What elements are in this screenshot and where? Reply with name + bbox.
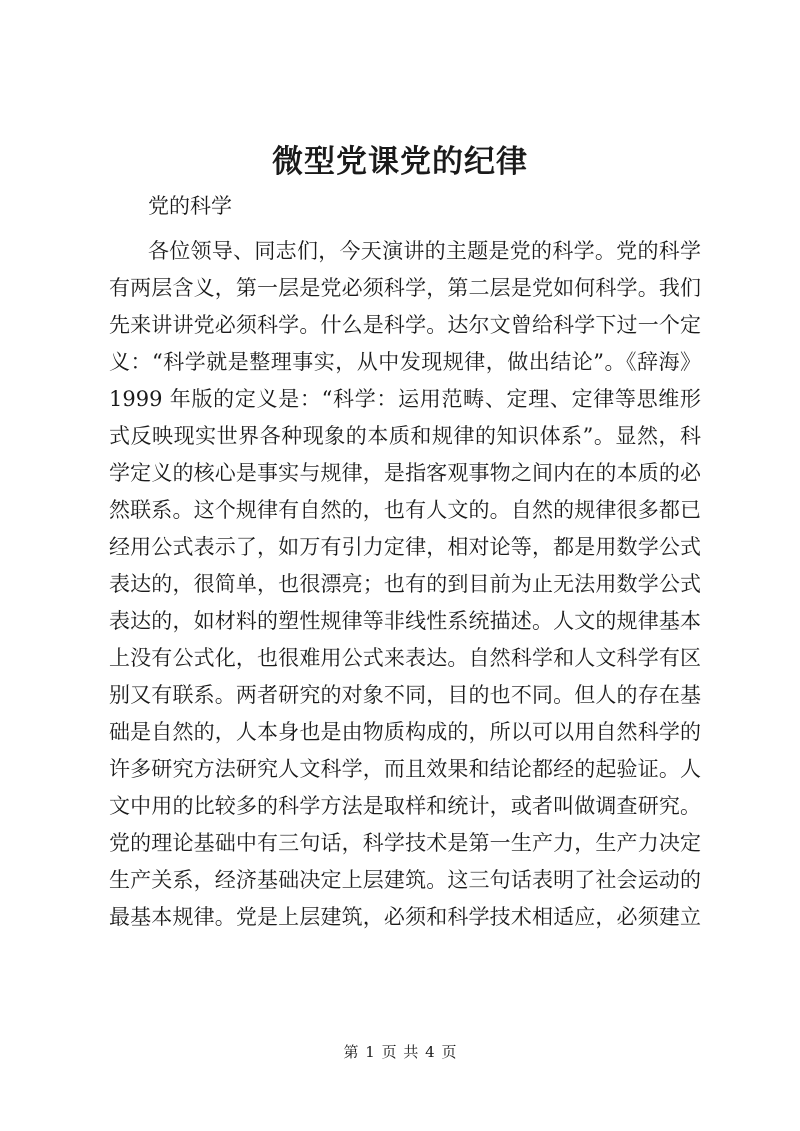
text-line: 义：“科学就是整理事实，从中发现规律，做出结论”。《辞海》 xyxy=(109,350,701,374)
text-line: 最基本规律。党是上层建筑，必须和科学技术相适应，必须建立 xyxy=(109,905,701,929)
text-line: 各位领导、同志们，今天演讲的主题是党的科学。党的科学 xyxy=(148,239,701,263)
text-line: 学定义的核心是事实与规律，是指客观事物之间内在的本质的必 xyxy=(109,461,701,485)
page-footer: 第 1 页 共 4 页 xyxy=(343,1043,457,1061)
document-subtitle: 党的科学 xyxy=(148,194,232,218)
text-line: 式反映现实世界各种现象的本质和规律的知识体系”。显然，科 xyxy=(109,424,701,448)
text-line: 表达的，如材料的塑性规律等非线性系统描述。人文的规律基本 xyxy=(109,609,701,633)
text-line: 然联系。这个规律有自然的，也有人文的。自然的规律很多都已 xyxy=(109,498,701,522)
document-title: 微型党课党的纪律 xyxy=(272,144,528,180)
text-line: 经用公式表示了，如万有引力定律，相对论等，都是用数学公式 xyxy=(109,535,701,559)
text-line: 生产关系，经济基础决定上层建筑。这三句话表明了社会运动的 xyxy=(109,868,701,892)
text-line: 表达的，很简单，也很漂亮；也有的到目前为止无法用数学公式 xyxy=(109,572,701,596)
text-line: 1999 年版的定义是：“科学：运用范畴、定理、定律等思维形 xyxy=(109,387,701,411)
text-line: 党的理论基础中有三句话，科学技术是第一生产力，生产力决定 xyxy=(109,831,701,855)
text-line: 文中用的比较多的科学方法是取样和统计，或者叫做调查研究。 xyxy=(109,794,701,818)
text-line: 上没有公式化，也很难用公式来表达。自然科学和人文科学有区 xyxy=(109,646,701,670)
document-body xyxy=(109,233,701,936)
text-line: 础是自然的，人本身也是由物质构成的，所以可以用自然科学的 xyxy=(109,720,701,744)
text-line: 有两层含义，第一层是党必须科学，第二层是党如何科学。我们 xyxy=(109,276,701,300)
text-line: 许多研究方法研究人文科学，而且效果和结论都经的起验证。人 xyxy=(109,757,701,781)
text-line: 先来讲讲党必须科学。什么是科学。达尔文曾给科学下过一个定 xyxy=(109,313,701,337)
text-line: 别又有联系。两者研究的对象不同，目的也不同。但人的存在基 xyxy=(109,683,701,707)
